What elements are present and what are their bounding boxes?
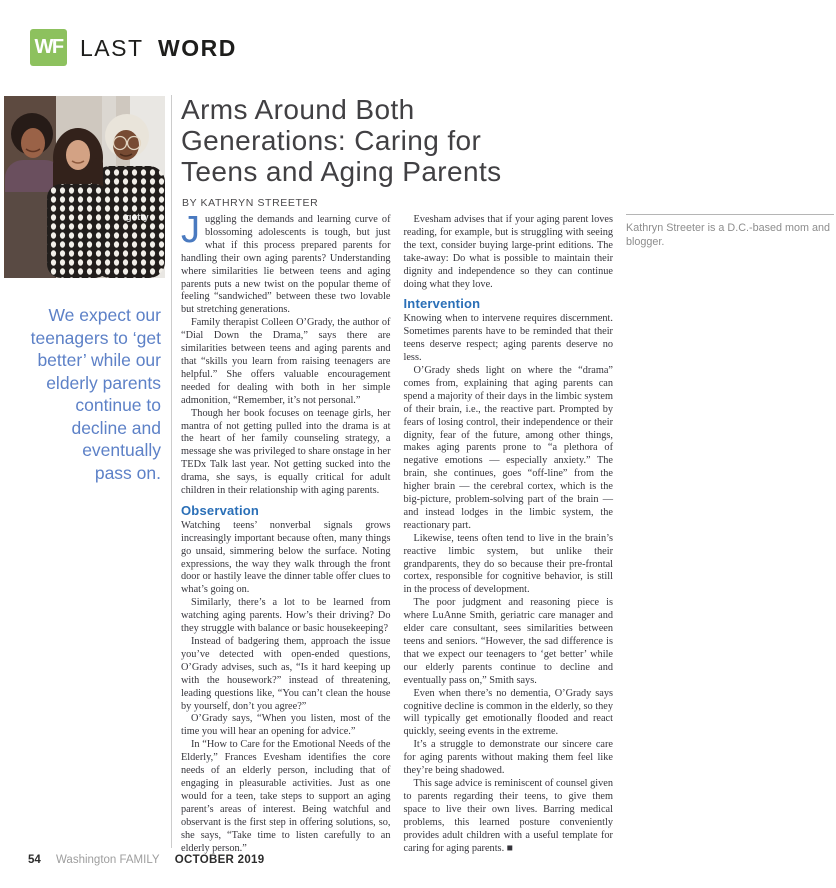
- paragraph: Family therapist Colleen O’Grady, the author of “Dial Down the Drama,” says there are similarities between teens and aging parents and that “skills you learn from raising teenagers are helpful.” She offers valuable encouragement needed for dealing with both in her simple admonition, “Remember, it’s not personal.”: [181, 317, 391, 406]
- paragraph: Likewise, teens often tend to live in the brain’s reactive limbic system, but unlike their grandparents, they do so because their pre-frontal cortex, responsible for cognitive behavior, is still in the process of development.: [403, 532, 613, 596]
- pull-quote-line: decline and: [71, 417, 161, 438]
- bio-divider: [626, 214, 834, 215]
- wf-logo-text: WF: [34, 36, 63, 58]
- getty-watermark: getty: [125, 212, 149, 222]
- author-bio: Kathryn Streeter is a D.C.-based mom and blogger.: [626, 222, 831, 248]
- paragraph: Though her book focuses on teenage girls, her mantra of not getting pulled into the drama is at the heart of her family counseling strategy, a message she was privileged to share onstage in her TEDx Talk last year. Not getting sucked into the drama, she says, is equally critical for adult children in their relationship with aging parents.: [181, 407, 391, 497]
- paragraph: Evesham advises that if your aging parent loves reading, for example, but is struggling with seeing the text, consider buying large-print editions. The take-away: Do what is possible to maintain their dignity and independence so they can continue doing what they love.: [403, 214, 613, 290]
- paragraph: The poor judgment and reasoning piece is where LuAnne Smith, geriatric care manager and elder care consultant, sees similarities between teens and seniors. “However, the sad difference is that we expect our teenagers to ‘get better’ while our elderly parents continue to decline and eventually pass on,” Smith says.: [403, 597, 613, 686]
- article-title-line: Arms Around Both: [181, 94, 415, 125]
- article-title: [181, 94, 502, 187]
- magazine-name: Washington FAMILY: [56, 854, 160, 866]
- paragraph: Knowing when to intervene requires discernment. Sometimes parents have to be reminded that their teens deserve respect; aging parents deserve no less.: [403, 313, 613, 364]
- pull-quote-line: pass on.: [94, 462, 161, 483]
- paragraph: O’Grady says, “When you listen, most of the time you will hear an opening for advice.”: [181, 713, 391, 738]
- article-title-line: Generations: Caring for: [181, 125, 482, 156]
- pull-quote: [8, 304, 161, 484]
- pull-quote-line: continue to: [75, 395, 161, 415]
- pull-quote-line: teenagers to ‘get: [30, 327, 161, 348]
- article-byline: BY KATHRYN STREETER: [182, 197, 319, 209]
- wf-logo: [30, 29, 67, 66]
- section-title: [80, 35, 237, 62]
- paragraph: In “How to Care for the Emotional Needs of the Elderly,” Frances Evesham identifies the core needs of an elderly person, including that of engaging in pleasurable activities. Just as one would for a teen, take steps to support an aging parent’s areas of interest. Being watchful and observant is the first step in offering solutions, so, she says, “Take time to listen carefully to an elderly person.”: [181, 739, 391, 854]
- paragraph: This sage advice is reminiscent of counsel given to parents regarding their teens, to give them space to live their own lives. Barring medical problems, this learned posture conveniently provides adult children with a useful template for caring for aging parents. ■: [403, 777, 613, 854]
- family-photo-illustration: [4, 96, 165, 278]
- subhead-intervention: Intervention: [403, 296, 481, 312]
- family-photo: [4, 96, 165, 278]
- paragraph: Instead of badgering them, approach the issue you’ve detected with open-ended questions, O’Grady advises, such as, “Is it hard keeping up with the housework?” instead of threatening, leading questions like, “You can’t clean the house by yourself, don’t you agree?”: [181, 636, 391, 712]
- section-title-bold: WORD: [158, 35, 237, 61]
- paragraph: It’s a struggle to demonstrate our sincere care for aging parents without making them feel like they’re being shadowed.: [403, 739, 613, 777]
- paragraph: Even when there’s no dementia, O’Grady says cognitive decline is common in the elderly, so they will typically get emotionally flooded and react quickly, seeing events in the extreme.: [403, 687, 614, 738]
- paragraph: O’Grady sheds light on where the “drama” comes from, explaining that aging parents can spend a majority of their days in the limbic system of their brain, i.e., the reactive part. Prompted by fears of losing control, their independence or their dignity, fear of the future, among other things, makes aging parents prone to “a plethora of negative emotions — especially anxiety.” The brain, she continues, goes “off-line” from the higher brain — the cerebral cortex, which is the big-picture, problem-solving part of the brain — and instead lodges in the limbic system, the reactionary part.: [403, 364, 613, 531]
- pull-quote-line: better’ while our: [37, 350, 161, 370]
- paragraph: Similarly, there’s a lot to be learned from watching aging parents. How’s their driving? Do they struggle with balance or basic housekeeping?: [181, 597, 391, 635]
- vertical-divider: [171, 95, 172, 848]
- page-footer: [28, 854, 264, 866]
- page-number: 54: [28, 854, 41, 866]
- subhead-observation: Observation: [181, 502, 260, 518]
- paragraph: Watching teens’ nonverbal signals grows increasingly important because often, many things go unsaid, simmering below the surface. Noting expressions, the way they walk through the front door or hastily leave the dinner table offer clues to what’s going on.: [181, 519, 391, 596]
- paragraph-text: uggling the demands and learning curve of blossoming adolescents is tough, but just what if this process prepared parents for handling their own aging parents? Understanding where similarities lie between teens and aging parents puts a new twist on the popular theme of feeling “sandwiched” between these two lovable but stretching generations.: [181, 214, 391, 316]
- article-title-line: Teens and Aging Parents: [181, 156, 502, 187]
- paragraph: [181, 209, 391, 317]
- pull-quote-line: eventually: [82, 440, 161, 460]
- section-title-light: LAST: [80, 35, 144, 61]
- pull-quote-line: We expect our: [48, 305, 161, 325]
- article-body: [181, 209, 831, 864]
- drop-cap: J: [181, 209, 200, 251]
- issue-date: OCTOBER 2019: [174, 854, 265, 866]
- pull-quote-line: elderly parents: [46, 372, 161, 393]
